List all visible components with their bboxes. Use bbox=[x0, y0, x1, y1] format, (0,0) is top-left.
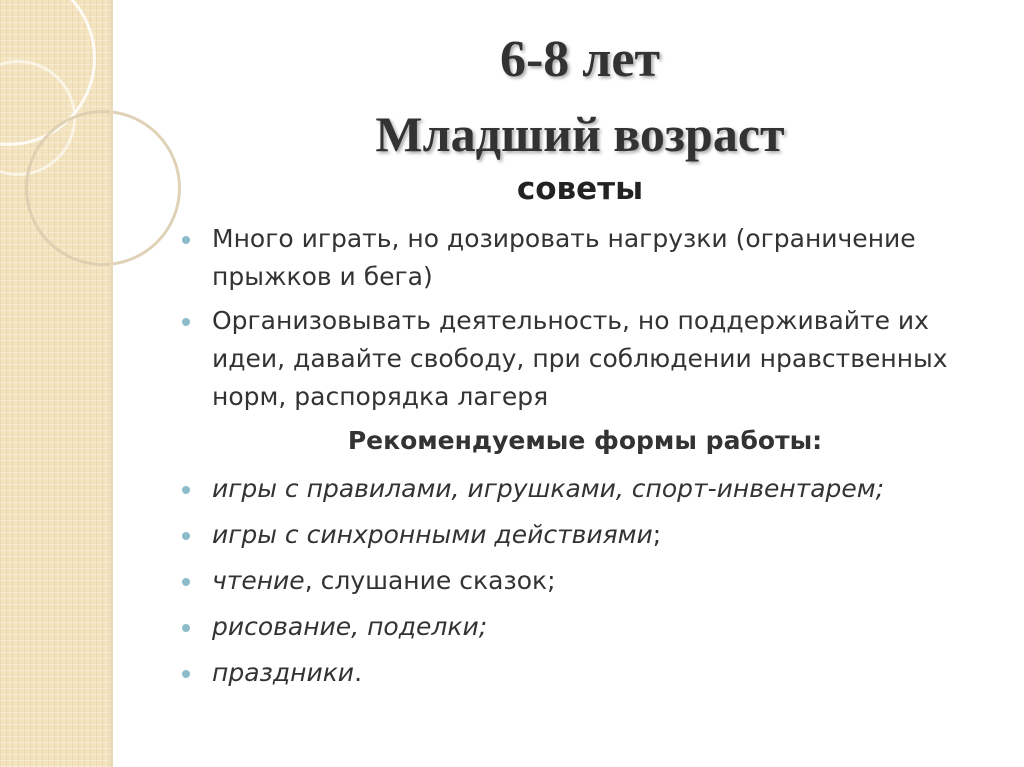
form-text-italic: чтение bbox=[212, 566, 305, 595]
slide-subtitle: советы bbox=[516, 171, 644, 207]
form-item bbox=[170, 516, 1000, 554]
bullet-icon bbox=[182, 318, 190, 326]
bullet-icon bbox=[182, 578, 190, 586]
forms-heading bbox=[170, 422, 1000, 460]
form-item bbox=[170, 608, 1000, 646]
tip-item bbox=[170, 302, 1000, 416]
form-text-italic: игры с правилами, игрушками, спорт-инвентарем; bbox=[212, 474, 885, 503]
form-text-regular: ; bbox=[652, 520, 662, 549]
bullet-icon bbox=[182, 670, 190, 678]
form-text-italic: игры с синхронными действиями bbox=[212, 520, 653, 549]
bullet-icon bbox=[182, 486, 190, 494]
form-text-regular: . bbox=[354, 658, 363, 687]
tip-text: Много играть, но дозировать нагрузки (ограничение прыжков и бега) bbox=[212, 224, 916, 291]
form-text-italic: праздники bbox=[212, 658, 355, 687]
slide-title-age: 6-8 лет bbox=[499, 31, 661, 88]
content-list bbox=[170, 220, 1000, 700]
form-text-regular: , слушание сказок; bbox=[304, 566, 556, 595]
form-item bbox=[170, 470, 1000, 508]
tip-item bbox=[170, 220, 1000, 296]
form-text-italic: рисование, поделки; bbox=[212, 612, 488, 641]
form-item bbox=[170, 654, 1000, 692]
bullet-icon bbox=[182, 624, 190, 632]
decorative-ring bbox=[25, 110, 181, 266]
tip-text: Организовывать деятельность, но поддерживайте их идеи, давайте свободу, при соблюдении нравственных норм, распорядка лагеря bbox=[212, 306, 948, 411]
bullet-icon bbox=[182, 236, 190, 244]
form-item bbox=[170, 562, 1000, 600]
forms-heading-text: Рекомендуемые формы работы: bbox=[347, 426, 823, 455]
slide-title-group: Младший возраст bbox=[375, 106, 785, 162]
band-edge bbox=[110, 0, 113, 767]
decorative-side-band bbox=[0, 0, 110, 767]
bullet-icon bbox=[182, 532, 190, 540]
